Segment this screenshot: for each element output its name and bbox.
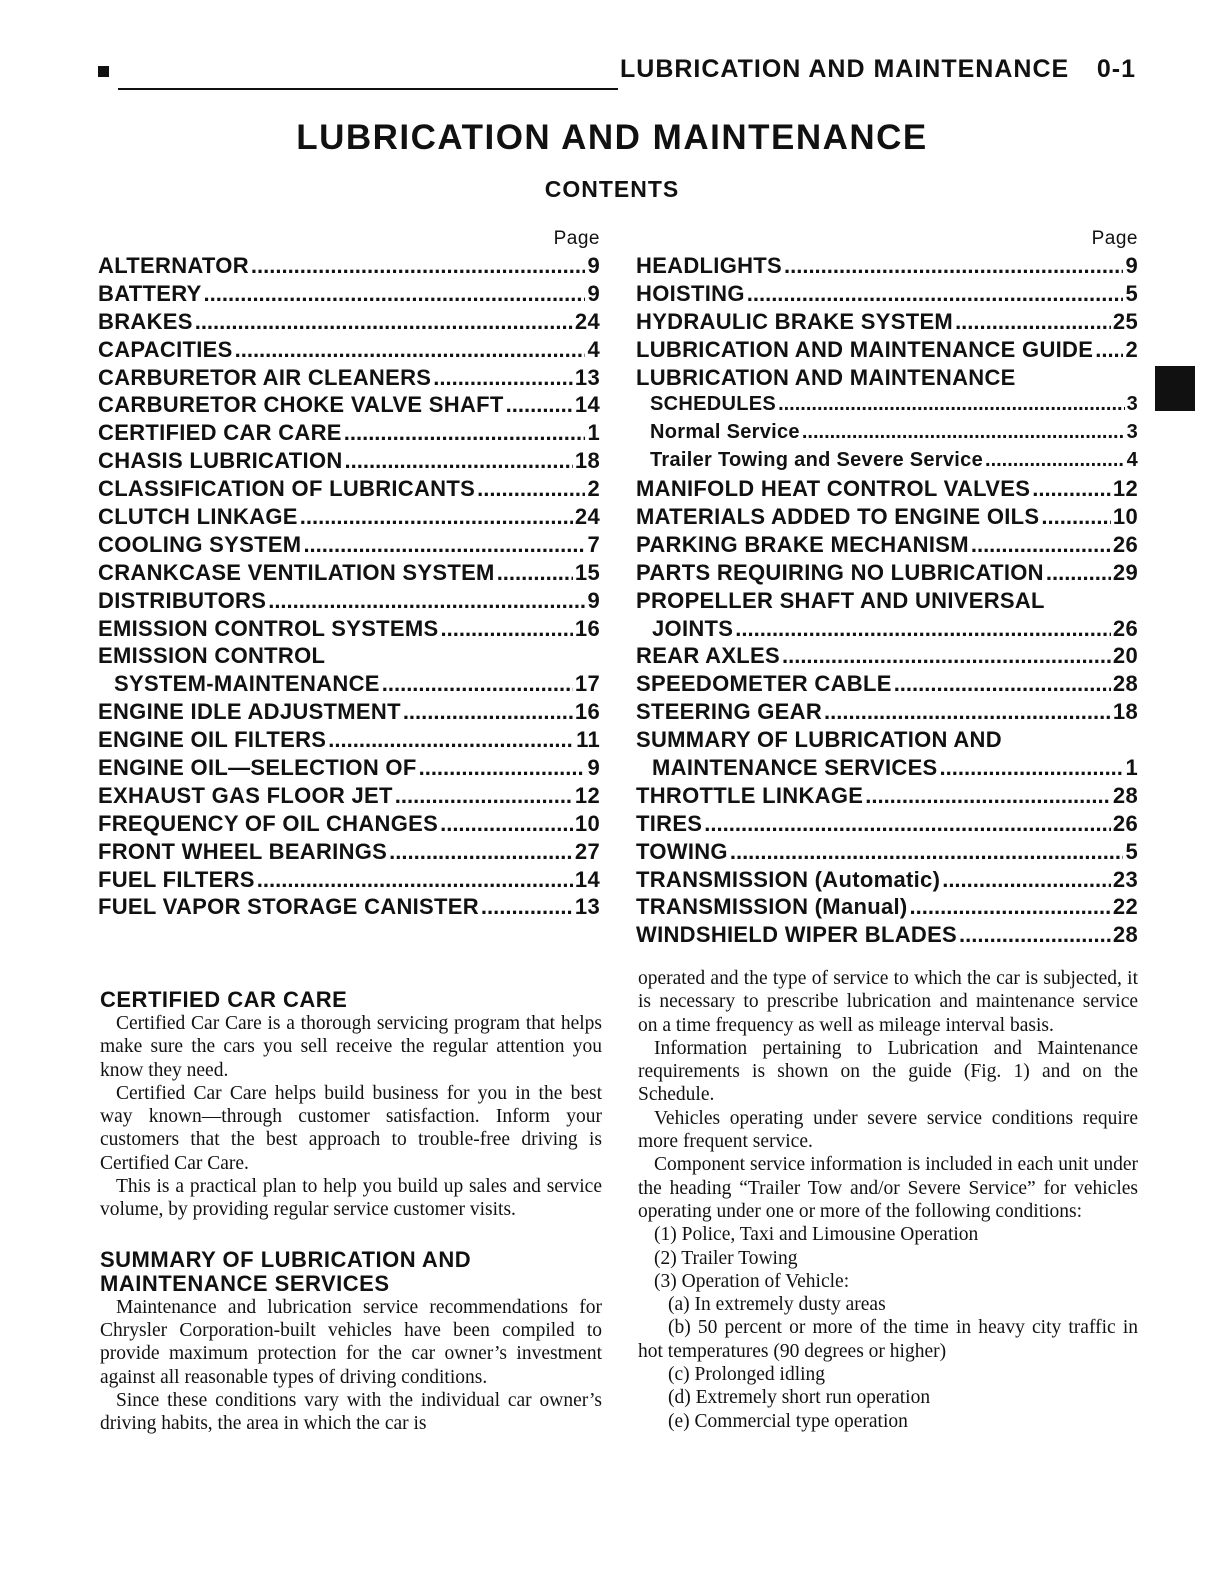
toc-entry[interactable]: HOISTING ..... 5 bbox=[636, 280, 1138, 308]
paragraph: Since these conditions vary with the individual car owner’s driving habits, the area in which the car is bbox=[100, 1389, 602, 1435]
toc-entry[interactable]: MATERIALS ADDED TO ENGINE OILS ..... 10 bbox=[636, 503, 1138, 531]
toc-entry[interactable]: MAINTENANCE SERVICES ..... 1 bbox=[636, 754, 1138, 782]
header-rule bbox=[118, 88, 618, 90]
toc-entry[interactable]: BRAKES ..... 24 bbox=[98, 308, 600, 336]
toc-entry-heading: EMISSION CONTROL bbox=[98, 643, 326, 669]
paragraph: Certified Car Care helps build business for you in the best way known—through customer satisfaction. Inform your customers that the best approach to trouble-free driving is Certified Car Care. bbox=[100, 1082, 602, 1174]
toc-entry[interactable]: FUEL FILTERS ..... 14 bbox=[98, 866, 600, 894]
toc-entry[interactable]: TRANSMISSION (Automatic) ..... 23 bbox=[636, 866, 1138, 894]
toc-entry[interactable]: CERTIFIED CAR CARE ..... 1 bbox=[98, 419, 600, 447]
list-item: (2) Trailer Towing bbox=[654, 1247, 798, 1269]
toc-entry[interactable]: LUBRICATION AND MAINTENANCE GUIDE ..... 2 bbox=[636, 336, 1138, 364]
section-heading-certified: CERTIFIED CAR CARE bbox=[100, 987, 348, 1012]
sub-list-item: (a) In extremely dusty areas bbox=[668, 1294, 886, 1316]
toc-entry[interactable]: FUEL VAPOR STORAGE CANISTER ..... 13 bbox=[98, 893, 600, 921]
section-thumb-tab bbox=[1155, 366, 1195, 411]
toc-entry[interactable]: CLASSIFICATION OF LUBRICANTS ..... 2 bbox=[98, 475, 600, 503]
header-section-title: LUBRICATION AND MAINTENANCE bbox=[620, 54, 1070, 83]
body-left-column bbox=[100, 988, 602, 1435]
toc-entry[interactable]: SPEEDOMETER CABLE ..... 28 bbox=[636, 670, 1138, 698]
toc-entry[interactable]: TRANSMISSION (Manual) ..... 22 bbox=[636, 893, 1138, 921]
toc-entry[interactable]: Trailer Towing and Severe Service ..... 4 bbox=[636, 447, 1138, 475]
header-square-mark bbox=[98, 66, 109, 77]
header-page-number: 0-1 bbox=[1096, 54, 1136, 83]
heading-line: SUMMARY OF LUBRICATION AND bbox=[100, 1246, 472, 1272]
toc-entry[interactable]: SCHEDULES ..... 3 bbox=[636, 391, 1138, 419]
toc-entry[interactable]: BATTERY ..... 9 bbox=[98, 280, 600, 308]
toc-entry[interactable]: DISTRIBUTORS ..... 9 bbox=[98, 587, 600, 615]
toc-entry[interactable]: TOWING ..... 5 bbox=[636, 838, 1138, 866]
toc-entry[interactable]: ENGINE OIL—SELECTION OF ..... 9 bbox=[98, 754, 600, 782]
toc-entry[interactable]: WINDSHIELD WIPER BLADES ..... 28 bbox=[636, 921, 1138, 949]
toc-entry[interactable]: REAR AXLES ..... 20 bbox=[636, 642, 1138, 670]
paragraph: Vehicles operating under severe service conditions require more frequent service. bbox=[638, 1107, 1138, 1153]
toc-entry[interactable]: JOINTS ..... 26 bbox=[636, 615, 1138, 643]
contents-heading: CONTENTS bbox=[544, 176, 680, 202]
list-item: (1) Police, Taxi and Limousine Operation bbox=[654, 1224, 979, 1246]
toc-entry[interactable]: CHASIS LUBRICATION ..... 18 bbox=[98, 447, 600, 475]
toc-entry[interactable]: CAPACITIES ..... 4 bbox=[98, 336, 600, 364]
toc-entry-heading: LUBRICATION AND MAINTENANCE bbox=[636, 364, 1016, 390]
toc-entry-heading: SUMMARY OF LUBRICATION AND bbox=[636, 727, 1002, 753]
toc-page-label: Page bbox=[553, 228, 600, 249]
toc-entry[interactable]: Normal Service ..... 3 bbox=[636, 419, 1138, 447]
paragraph: Information pertaining to Lubrication and Maintenance requirements is shown on the guide (Fig. 1) and on the Schedule. bbox=[638, 1037, 1138, 1106]
sub-list-item: (c) Prolonged idling bbox=[668, 1364, 826, 1386]
toc-entry[interactable]: ENGINE IDLE ADJUSTMENT ..... 16 bbox=[98, 698, 600, 726]
toc-entry[interactable]: CARBURETOR CHOKE VALVE SHAFT ..... 14 bbox=[98, 391, 600, 419]
toc-entry[interactable]: HYDRAULIC BRAKE SYSTEM ..... 25 bbox=[636, 308, 1138, 336]
section-heading-summary bbox=[100, 1248, 602, 1296]
toc-entry[interactable]: ALTERNATOR ..... 9 bbox=[98, 252, 600, 280]
toc-entry[interactable]: CRANKCASE VENTILATION SYSTEM ..... 15 bbox=[98, 559, 600, 587]
heading-line: MAINTENANCE SERVICES bbox=[100, 1270, 390, 1296]
toc-entry[interactable]: SYSTEM-MAINTENANCE ..... 17 bbox=[98, 670, 600, 698]
page-title: LUBRICATION AND MAINTENANCE bbox=[296, 118, 928, 157]
toc-entry[interactable]: HEADLIGHTS ..... 9 bbox=[636, 252, 1138, 280]
toc-entry[interactable]: THROTTLE LINKAGE ..... 28 bbox=[636, 782, 1138, 810]
toc-entry[interactable]: EXHAUST GAS FLOOR JET ..... 12 bbox=[98, 782, 600, 810]
body-right-column bbox=[638, 967, 1138, 1433]
toc-entry[interactable]: COOLING SYSTEM ..... 7 bbox=[98, 531, 600, 559]
toc-entry[interactable]: ENGINE OIL FILTERS ..... 11 bbox=[98, 726, 600, 754]
toc-right-column bbox=[636, 226, 1138, 949]
toc-entry[interactable]: FRONT WHEEL BEARINGS ..... 27 bbox=[98, 838, 600, 866]
toc-page-label: Page bbox=[1091, 228, 1138, 249]
paragraph: Component service information is included in each unit under the heading “Trailer Tow and/or Severe Service” for vehicles operating under one or more of the following conditions: bbox=[638, 1154, 1138, 1222]
toc-entry-heading: PROPELLER SHAFT AND UNIVERSAL bbox=[636, 587, 1045, 613]
list-item: (3) Operation of Vehicle: bbox=[654, 1270, 850, 1292]
toc-entry[interactable]: STEERING GEAR ..... 18 bbox=[636, 698, 1138, 726]
paragraph: Certified Car Care is a thorough servicing program that helps make sure the cars you sell receive the regular attention you know they need. bbox=[100, 1013, 602, 1081]
toc-entry[interactable]: FREQUENCY OF OIL CHANGES ..... 10 bbox=[98, 810, 600, 838]
paragraph: operated and the type of service to which the car is subjected, it is necessary to prescribe lubrication and maintenance service on a time frequency as well as mileage interval basis. bbox=[638, 968, 1138, 1036]
running-header bbox=[620, 54, 1136, 84]
sub-list-item: (b) 50 percent or more of the time in heavy city traffic in hot temperatures (90 degrees or higher) bbox=[638, 1317, 1138, 1362]
toc-entry[interactable]: CARBURETOR AIR CLEANERS ..... 13 bbox=[98, 364, 600, 392]
toc-entry[interactable]: PARTS REQUIRING NO LUBRICATION ..... 29 bbox=[636, 559, 1138, 587]
sub-list-item: (d) Extremely short run operation bbox=[668, 1387, 931, 1409]
paragraph: Maintenance and lubrication service recommendations for Chrysler Corporation-built vehicles have been compiled to provide maximum protection for the car owner’s investment against all reasonable types of driving conditions. bbox=[100, 1296, 602, 1388]
toc-entry[interactable]: TIRES ..... 26 bbox=[636, 810, 1138, 838]
toc-left-column bbox=[98, 226, 600, 921]
sub-list-item: (e) Commercial type operation bbox=[668, 1410, 908, 1432]
toc-entry[interactable]: PARKING BRAKE MECHANISM ..... 26 bbox=[636, 531, 1138, 559]
toc-entry[interactable]: MANIFOLD HEAT CONTROL VALVES ..... 12 bbox=[636, 475, 1138, 503]
paragraph: This is a practical plan to help you build up sales and service volume, by providing regular service customer visits. bbox=[100, 1176, 602, 1221]
toc-entry[interactable]: EMISSION CONTROL SYSTEMS ..... 16 bbox=[98, 615, 600, 643]
toc-entry[interactable]: CLUTCH LINKAGE ..... 24 bbox=[98, 503, 600, 531]
